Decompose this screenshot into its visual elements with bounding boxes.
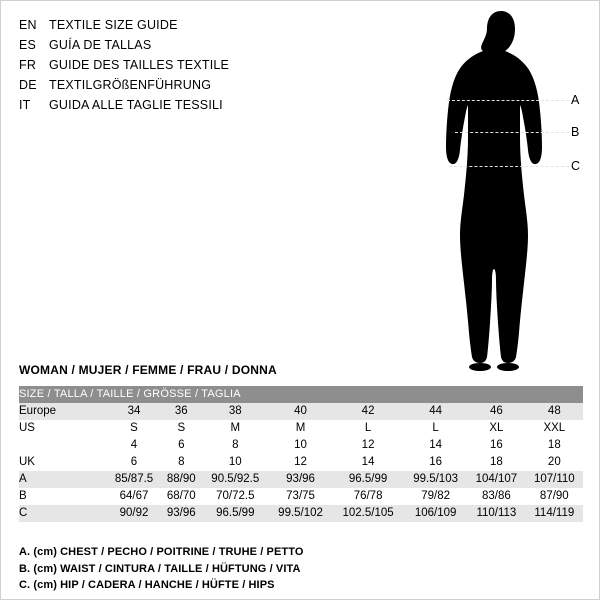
cell: 99.5/103 [404, 471, 467, 488]
table-row [19, 454, 583, 471]
cell: 18 [467, 454, 526, 471]
cell: S [161, 420, 202, 437]
cell: 10 [269, 437, 332, 454]
language-title: GUIDE DES TAILLES TEXTILE [49, 58, 230, 72]
cell: 12 [269, 454, 332, 471]
cell: 14 [332, 454, 404, 471]
note-chest: A. (cm) CHEST / PECHO / POITRINE / TRUHE / PETTO [19, 546, 304, 558]
cell: 10 [202, 454, 270, 471]
cell: 93/96 [269, 471, 332, 488]
cell: 44 [404, 403, 467, 420]
cell: 40 [269, 403, 332, 420]
size-table [19, 386, 583, 522]
language-code: IT [19, 98, 31, 112]
cell: 85/87.5 [107, 471, 161, 488]
language-code: FR [19, 58, 37, 72]
cell: 38 [202, 403, 270, 420]
cell: 104/107 [467, 471, 526, 488]
cell: 79/82 [404, 488, 467, 505]
measurement-line-hip [449, 166, 569, 167]
cell: 76/78 [332, 488, 404, 505]
cell: 18 [526, 437, 583, 454]
cell: 64/67 [107, 488, 161, 505]
table-row [19, 471, 583, 488]
cell: M [269, 420, 332, 437]
language-row [19, 75, 339, 95]
language-row [19, 35, 339, 55]
cell: 20 [526, 454, 583, 471]
table-row [19, 505, 583, 522]
cell: XL [467, 420, 526, 437]
language-row [19, 95, 339, 115]
row-label: UK [19, 454, 107, 471]
cell: 16 [467, 437, 526, 454]
note-waist: B. (cm) WAIST / CINTURA / TAILLE / HÜFTUNG / VITA [19, 562, 301, 575]
cell: 107/110 [526, 471, 583, 488]
cell: 90/92 [107, 505, 161, 522]
cell: 8 [202, 437, 270, 454]
language-code: EN [19, 18, 37, 32]
section-title: WOMAN / MUJER / FEMME / FRAU / DONNA [19, 363, 277, 377]
cell: 46 [467, 403, 526, 420]
table-header-label: SIZE / TALLA / TAILLE / GRÖSSE / TAGLIA [19, 386, 583, 403]
language-title: GUIDA ALLE TAGLIE TESSILI [49, 98, 223, 112]
cell: 114/119 [526, 505, 583, 522]
language-code: ES [19, 38, 37, 52]
cell: 93/96 [161, 505, 202, 522]
cell: 34 [107, 403, 161, 420]
measurement-label-b: B [571, 125, 580, 139]
cell: 102.5/105 [332, 505, 404, 522]
cell: 70/72.5 [202, 488, 270, 505]
note-hip: C. (cm) HIP / CADERA / HANCHE / HÜFTE / HIPS [19, 579, 275, 591]
language-title: TEXTILE SIZE GUIDE [49, 18, 178, 32]
row-label: US [19, 420, 107, 437]
cell: 106/109 [404, 505, 467, 522]
cell: 99.5/102 [269, 505, 332, 522]
cell: 12 [332, 437, 404, 454]
cell: 96.5/99 [202, 505, 270, 522]
cell: 16 [404, 454, 467, 471]
cell: 73/75 [269, 488, 332, 505]
cell: S [107, 420, 161, 437]
cell: 96.5/99 [332, 471, 404, 488]
table-row [19, 488, 583, 505]
table-row [19, 437, 583, 454]
cell: 6 [107, 454, 161, 471]
cell: 110/113 [467, 505, 526, 522]
table-row [19, 403, 583, 420]
language-header-block [19, 15, 339, 115]
cell: 14 [404, 437, 467, 454]
cell: 8 [161, 454, 202, 471]
cell: L [404, 420, 467, 437]
language-row [19, 15, 339, 35]
measurement-label-c: C [571, 159, 581, 173]
cell: 87/90 [526, 488, 583, 505]
language-row [19, 55, 339, 75]
cell: 48 [526, 403, 583, 420]
language-title: GUÍA DE TALLAS [49, 38, 152, 52]
measurement-notes [19, 544, 439, 594]
measurement-line-waist [455, 132, 569, 133]
measurement-label-a: A [571, 93, 580, 107]
measurement-line-chest [447, 100, 569, 101]
female-silhouette-figure [401, 7, 600, 377]
silhouette-icon [401, 7, 600, 377]
row-label: Europe [19, 403, 107, 420]
cell: 68/70 [161, 488, 202, 505]
row-label: A [19, 471, 107, 488]
cell: 6 [161, 437, 202, 454]
cell: 4 [107, 437, 161, 454]
cell: 88/90 [161, 471, 202, 488]
cell: XXL [526, 420, 583, 437]
table-row [19, 420, 583, 437]
row-label: C [19, 505, 107, 522]
cell: 36 [161, 403, 202, 420]
language-code: DE [19, 78, 37, 92]
cell: 83/86 [467, 488, 526, 505]
cell: 90.5/92.5 [202, 471, 270, 488]
cell: M [202, 420, 270, 437]
cell: L [332, 420, 404, 437]
table-header-row [19, 386, 583, 403]
language-title: TEXTILGRÖßENFÜHRUNG [49, 78, 212, 92]
row-label [19, 437, 107, 454]
cell: 42 [332, 403, 404, 420]
row-label: B [19, 488, 107, 505]
